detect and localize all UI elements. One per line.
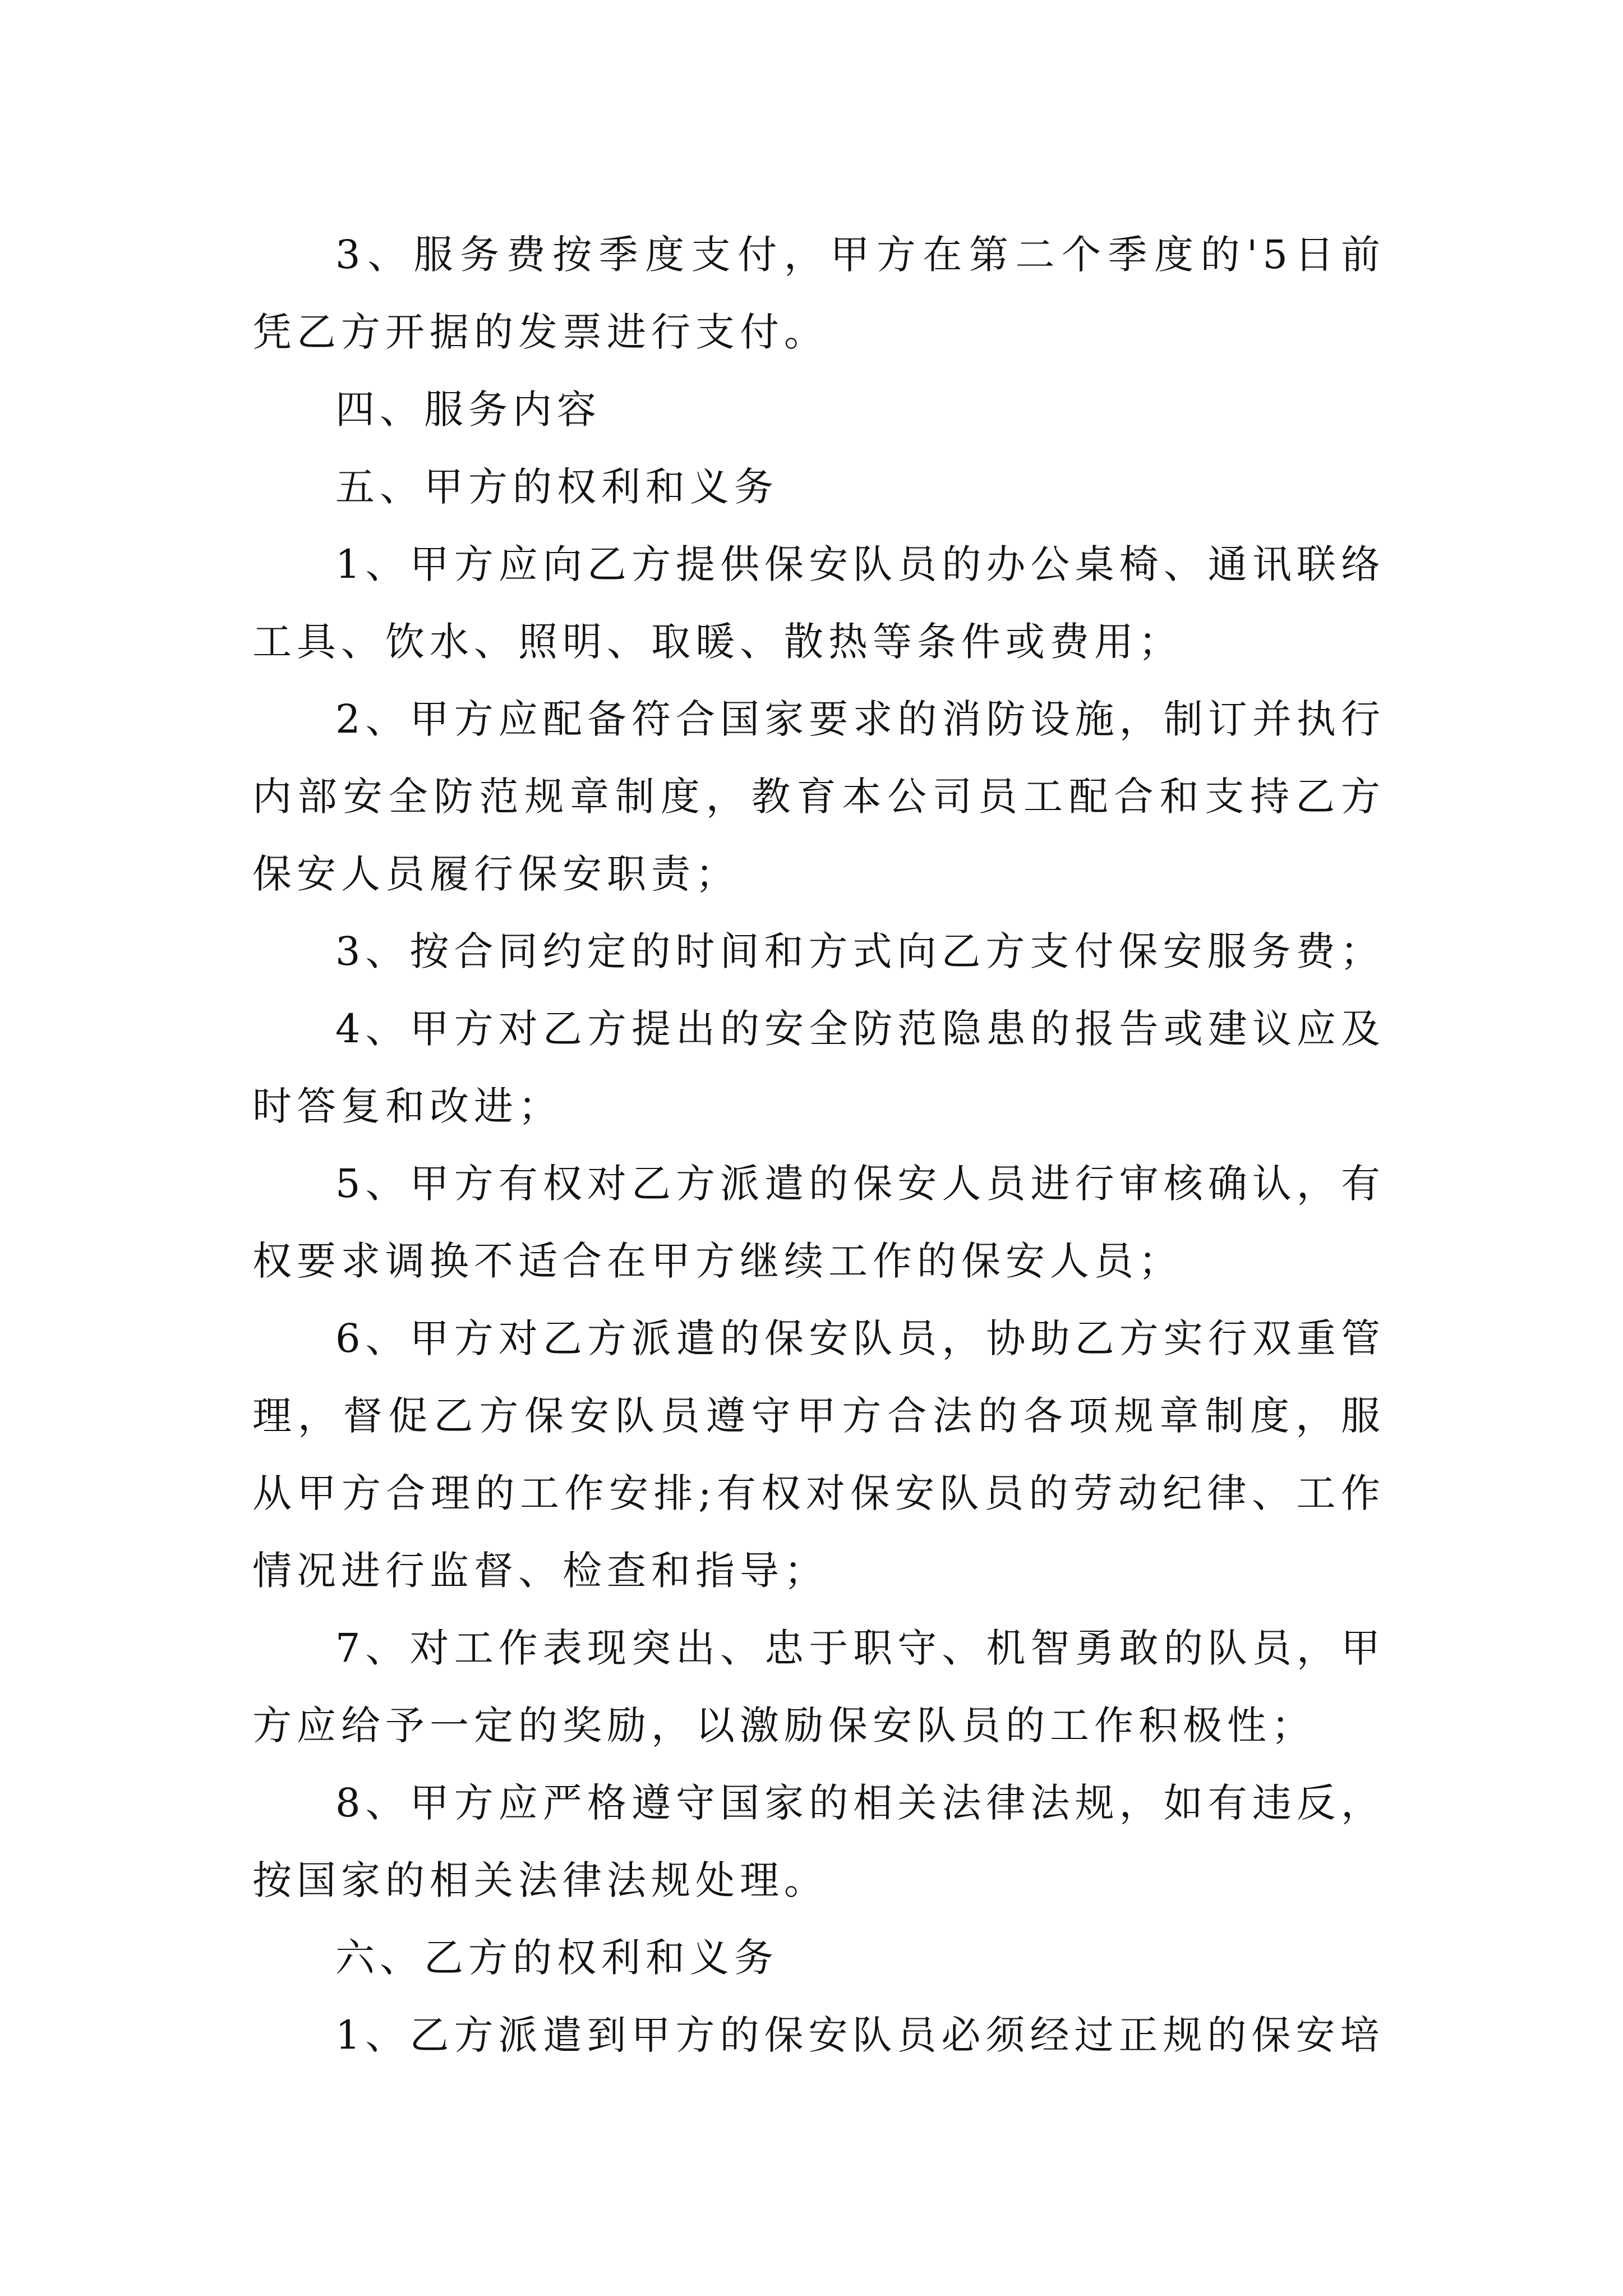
paragraph-party-a-item-5: 5、甲方有权对乙方派遣的保安人员进行审核确认，有权要求调换不适合在甲方继续工作的保安人员； <box>252 1161 1385 1284</box>
paragraph-party-b-item-1: 1、乙方派遣到甲方的保安队员必须经过正规的保安培 <box>335 2012 1385 2058</box>
paragraph-payment-terms: 3、服务费按季度支付，甲方在第二个季度的'5日前凭乙方开据的发票进行支付。 <box>252 232 1385 355</box>
paragraph-party-a-item-7: 7、对工作表现突出、忠于职守、机智勇敢的队员，甲方应给予一定的奖励，以激励保安队员的工作积极性； <box>252 1625 1385 1749</box>
paragraph-party-a-item-6: 6、甲方对乙方派遣的保安队员，协助乙方实行双重管理，督促乙方保安队员遵守甲方合法的各项规章制度，服从甲方合理的工作安排;有权对保安队员的劳动纪律、工作情况进行监督、检查和指导； <box>252 1315 1385 1594</box>
heading-party-b-rights: 六、乙方的权利和义务 <box>335 1935 778 1981</box>
heading-service-content: 四、服务内容 <box>335 386 601 432</box>
paragraph-party-a-item-3: 3、按合同约定的时间和方式向乙方支付保安服务费； <box>335 928 1385 974</box>
document-page <box>252 216 1385 2074</box>
paragraph-party-a-item-4: 4、甲方对乙方提出的安全防范隐患的报告或建议应及时答复和改进； <box>252 1006 1385 1129</box>
paragraph-party-a-item-8: 8、甲方应严格遵守国家的相关法律法规，如有违反，按国家的相关法律法规处理。 <box>252 1780 1385 1903</box>
paragraph-party-a-item-2: 2、甲方应配备符合国家要求的消防设施，制订并执行内部安全防范规章制度，教育本公司员工配合和支持乙方保安人员履行保安职责； <box>252 696 1385 897</box>
paragraph-party-a-item-1: 1、甲方应向乙方提供保安队员的办公桌椅、通讯联络工具、饮水、照明、取暖、散热等条件或费用； <box>252 541 1385 665</box>
heading-party-a-rights: 五、甲方的权利和义务 <box>335 464 778 510</box>
